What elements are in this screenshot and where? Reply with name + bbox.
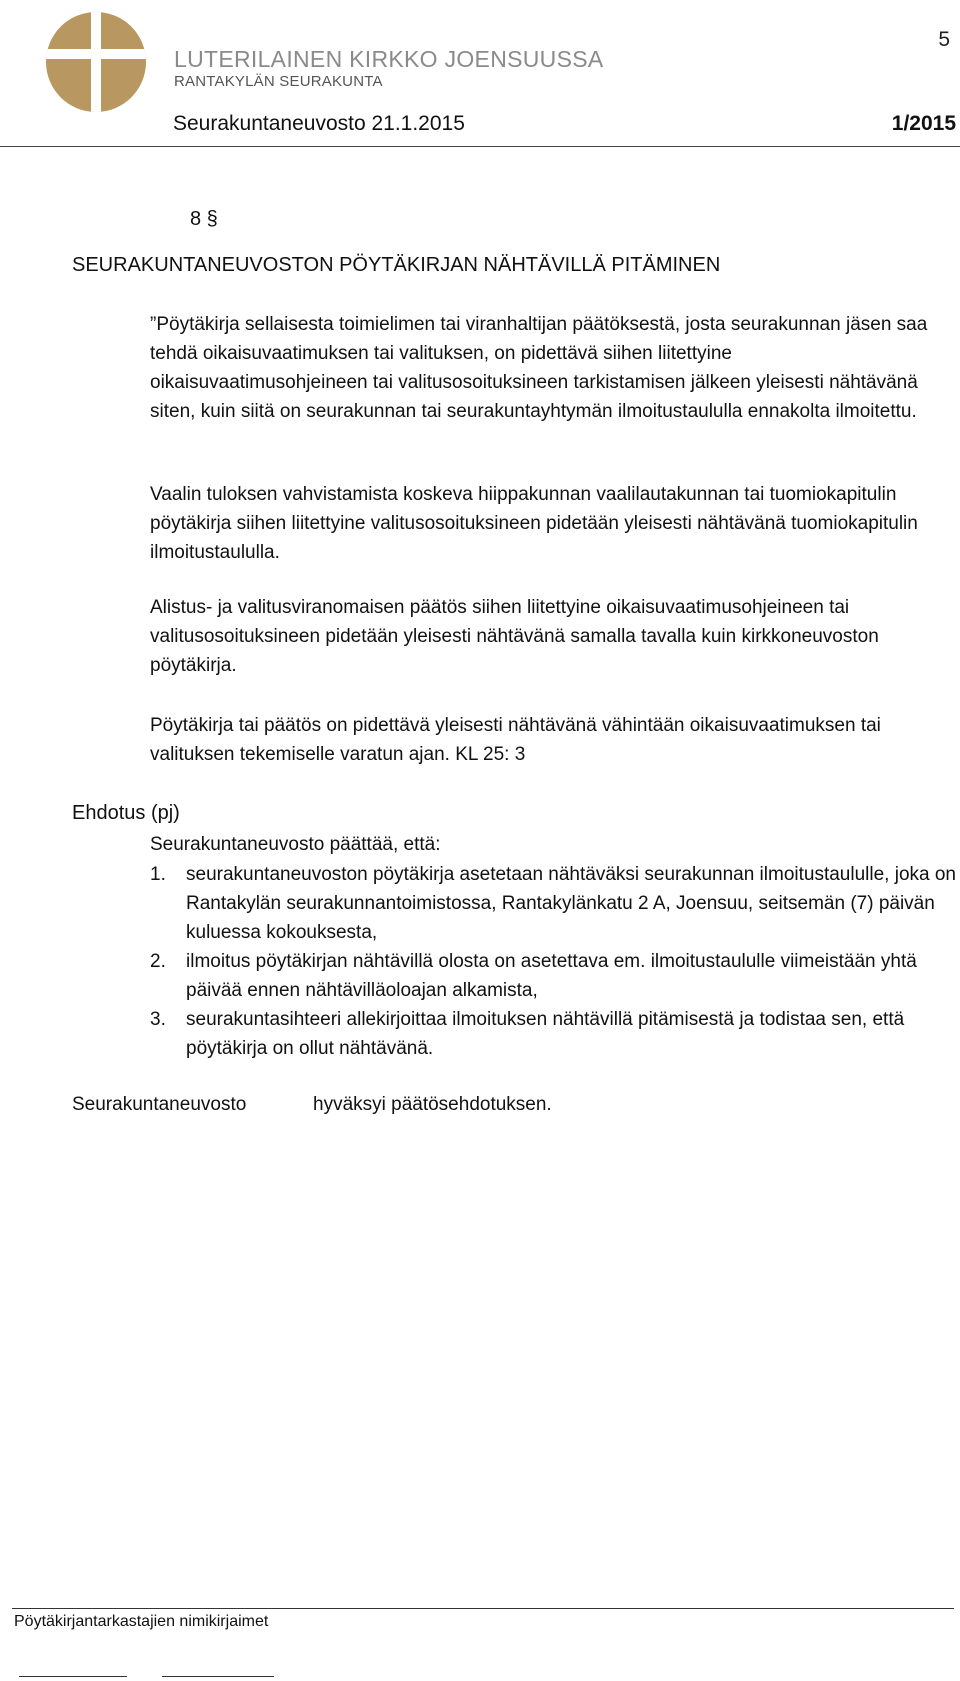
footer-divider: [12, 1608, 954, 1609]
page-number: 5: [938, 28, 950, 51]
parish-name: RANTAKYLÄN SEURAKUNTA: [174, 73, 383, 90]
decision-list: [150, 860, 958, 1063]
section-heading: SEURAKUNTANEUVOSTON PÖYTÄKIRJAN NÄHTÄVILLÄ PITÄMINEN: [72, 254, 721, 276]
paragraph-quote: ”Pöytäkirja sellaisesta toimielimen tai viranhaltijan päätöksestä, josta seurakunnan jäsen saa tehdä oikaisuvaatimuksen tai valituksen, on pidettävä siihen liitettyine oikaisuvaatimusohjeineen tai valitusosoituksineen tarkistamisen jälkeen yleisesti nähtävänä siten, kuin siitä on seurakunnan tai seurakuntayhtymän ilmoitustaululla ennakolta ilmoitettu.: [150, 314, 928, 422]
footer-initials-label: Pöytäkirjantarkastajien nimikirjaimet: [14, 1613, 269, 1630]
paragraph-election: Vaalin tuloksen vahvistamista koskeva hiippakunnan vaalilautakunnan tai tuomiokapitulin pöytäkirja siihen liitettyine valitusosoituksineen pidetään yleisesti nähtävänä tuomiokapitulin ilmoitustaululla.: [150, 484, 918, 563]
list-item: [150, 1005, 958, 1063]
section-number: 8 §: [190, 208, 218, 230]
list-item-text: ilmoitus pöytäkirjan nähtävillä olosta on asetettava em. ilmoitustaululle viimeistään yhtä päivää ennen nähtävilläoloajan alkamista,: [186, 951, 917, 1001]
header-divider: [0, 146, 960, 147]
paragraph-duration: Pöytäkirja tai päätös on pidettävä yleisesti nähtävänä vähintään oikaisuvaatimuksen tai valituksen tekemiselle varatun ajan. KL 25: 3: [150, 715, 881, 765]
decision-body-label: Seurakuntaneuvosto: [72, 1094, 247, 1115]
list-item-number: 3.: [150, 1009, 166, 1030]
church-cross-logo: [44, 10, 148, 114]
proposal-label: Ehdotus (pj): [72, 802, 180, 824]
paragraph-appeal: Alistus- ja valitusviranomaisen päätös siihen liitettyine oikaisuvaatimusohjeineen tai valitusosoituksineen pidetään yleisesti nähtävänä samalla tavalla kuin kirkkoneuvoston pöytäkirja.: [150, 597, 879, 676]
organization-name: LUTERILAINEN KIRKKO JOENSUUSSA: [174, 46, 604, 72]
proposal-intro: Seurakuntaneuvosto päättää, että:: [150, 834, 441, 855]
list-item: [150, 947, 958, 1005]
decision-text: hyväksyi päätösehdotuksen.: [313, 1094, 552, 1115]
list-item-text: seurakuntasihteeri allekirjoittaa ilmoituksen nähtävillä pitämisestä ja todistaa sen, että pöytäkirja on ollut nähtävänä.: [186, 1009, 905, 1059]
initials-line-2: [162, 1676, 274, 1677]
list-item-number: 2.: [150, 951, 166, 972]
document-number: 1/2015: [891, 112, 956, 135]
list-item-number: 1.: [150, 864, 166, 885]
list-item: [150, 860, 958, 947]
meeting-title: Seurakuntaneuvosto 21.1.2015: [173, 112, 465, 135]
initials-line-1: [19, 1676, 127, 1677]
list-item-text: seurakuntaneuvoston pöytäkirja asetetaan nähtäväksi seurakunnan ilmoitustaululle, joka on Rantakylän seurakunnantoimistossa, Rantakylänkatu 2 A, Joensuu, seitsemän (7) päivän kuluessa kokouksesta,: [186, 864, 956, 943]
